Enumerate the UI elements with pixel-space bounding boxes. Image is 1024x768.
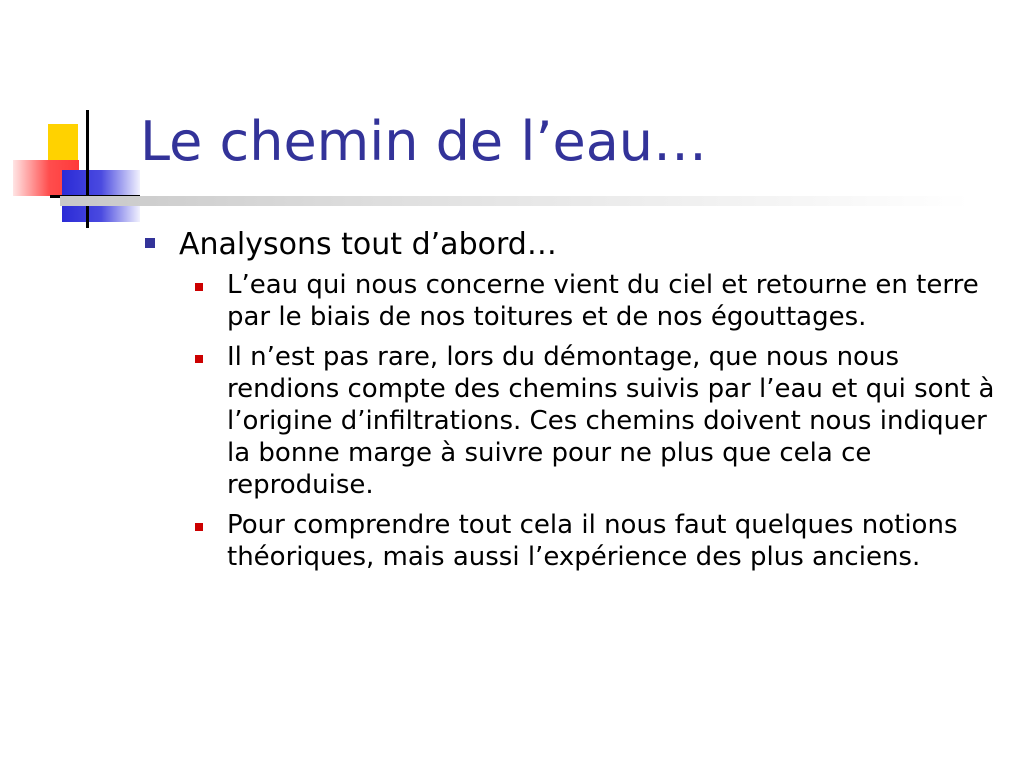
sub-bullet-text: Il n’est pas rare, lors du démontage, que nous nous rendions compte des chemins suivis par l’eau et qui sont à l’origine d’infiltrations. Ces chemins doivent nous indiquer la bonne marge à suivre pour ne plus que cela ce reproduise. — [227, 341, 995, 500]
sub-bullet-item — [195, 509, 1005, 573]
sub-bullet-item — [195, 341, 1005, 501]
logo-yellow-square — [48, 124, 78, 162]
sub-bullet-list — [195, 269, 1005, 573]
bullet-level1 — [145, 228, 1005, 263]
red-square-bullet-icon — [195, 523, 203, 531]
red-square-bullet-icon — [195, 283, 203, 291]
sub-bullet-text: Pour comprendre tout cela il nous faut quelques notions théoriques, mais aussi l’expérience des plus anciens. — [227, 509, 958, 572]
bullet-level1-text: Analysons tout d’abord… — [179, 227, 557, 262]
red-square-bullet-icon — [195, 355, 203, 363]
logo-vertical-line — [86, 110, 89, 228]
slide-title: Le chemin de l’eau… — [140, 110, 708, 173]
title-divider — [60, 196, 970, 206]
square-bullet-icon — [145, 238, 155, 248]
sub-bullet-text: L’eau qui nous concerne vient du ciel et retourne en terre par le biais de nos toitures et de nos égouttages. — [227, 269, 979, 332]
sub-bullet-item — [195, 269, 1005, 333]
slide-content — [145, 228, 1005, 581]
